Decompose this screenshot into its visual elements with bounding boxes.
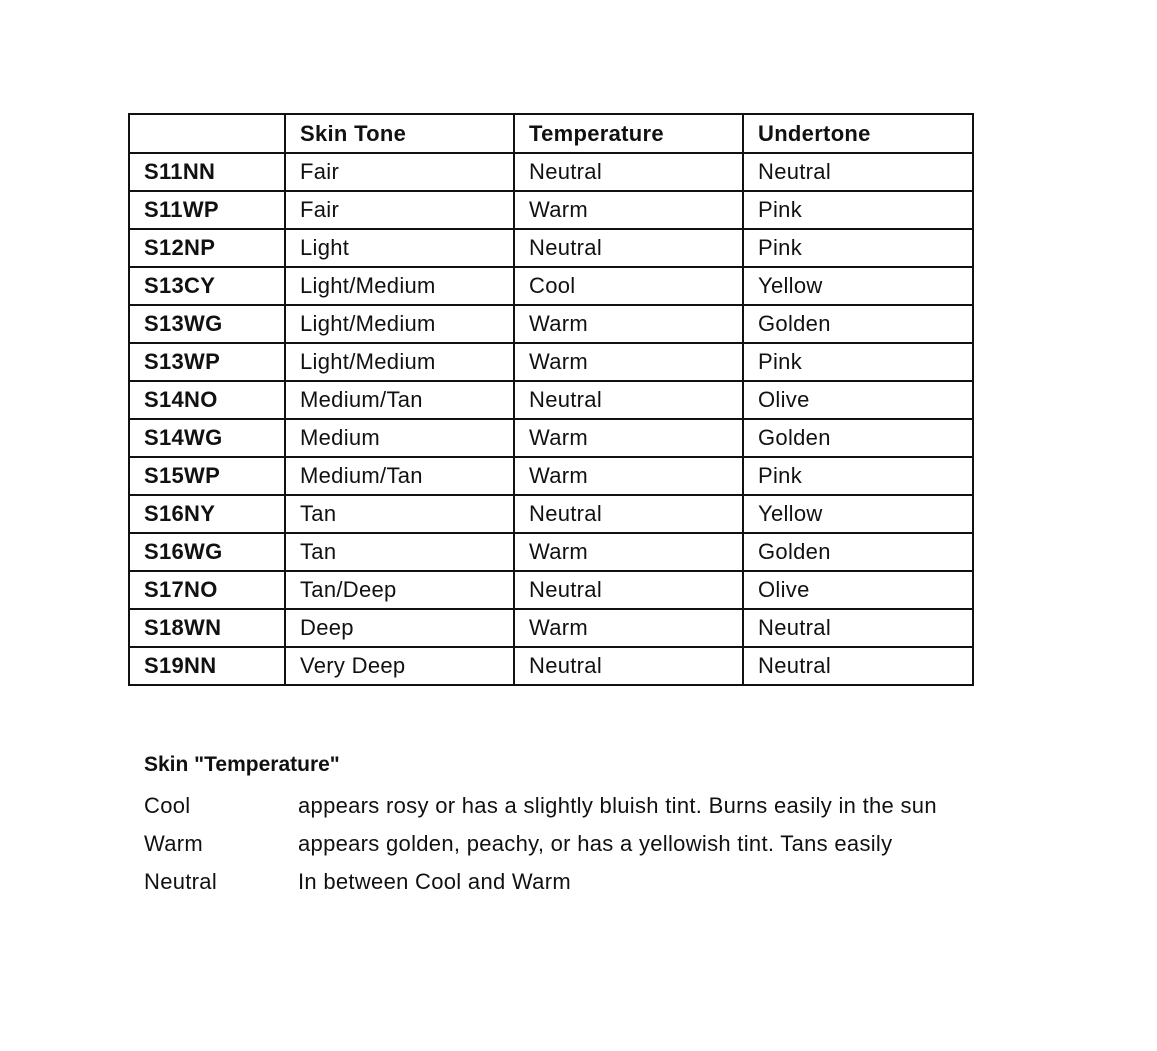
undertone: Golden (743, 533, 973, 571)
table-row (129, 609, 973, 647)
undertone: Olive (743, 381, 973, 419)
shade-code: S16NY (129, 495, 285, 533)
table-row (129, 571, 973, 609)
legend-row-neutral (144, 863, 1134, 901)
temperature: Neutral (514, 571, 743, 609)
undertone: Olive (743, 571, 973, 609)
table-row (129, 457, 973, 495)
undertone: Neutral (743, 609, 973, 647)
shade-code: S13WG (129, 305, 285, 343)
temperature: Warm (514, 609, 743, 647)
undertone: Pink (743, 343, 973, 381)
legend-row-cool (144, 787, 1134, 825)
undertone: Pink (743, 229, 973, 267)
temperature: Warm (514, 533, 743, 571)
temperature: Warm (514, 457, 743, 495)
legend-description: appears golden, peachy, or has a yellowish tint. Tans easily (298, 831, 893, 856)
table-row (129, 533, 973, 571)
header-temperature: Temperature (514, 114, 743, 153)
skin-tone: Medium (285, 419, 514, 457)
table-row (129, 305, 973, 343)
undertone: Pink (743, 191, 973, 229)
temperature: Neutral (514, 381, 743, 419)
shade-code: S11WP (129, 191, 285, 229)
skin-tone: Tan (285, 533, 514, 571)
skin-tone: Light/Medium (285, 343, 514, 381)
shade-code: S15WP (129, 457, 285, 495)
table-row (129, 267, 973, 305)
temperature: Warm (514, 419, 743, 457)
table-row (129, 419, 973, 457)
shade-code: S18WN (129, 609, 285, 647)
undertone: Pink (743, 457, 973, 495)
skin-tone: Light/Medium (285, 305, 514, 343)
shade-code: S14NO (129, 381, 285, 419)
temperature: Cool (514, 267, 743, 305)
temperature: Neutral (514, 495, 743, 533)
undertone: Golden (743, 305, 973, 343)
legend-row-warm (144, 825, 1134, 863)
temperature-legend (144, 752, 1134, 901)
shade-code: S19NN (129, 647, 285, 685)
table-row (129, 647, 973, 685)
temperature: Neutral (514, 153, 743, 191)
shade-table (128, 113, 974, 686)
temperature: Warm (514, 191, 743, 229)
table-row (129, 381, 973, 419)
skin-tone: Fair (285, 153, 514, 191)
skin-tone: Fair (285, 191, 514, 229)
shade-code: S12NP (129, 229, 285, 267)
shade-code: S13WP (129, 343, 285, 381)
shade-code: S14WG (129, 419, 285, 457)
table-row (129, 229, 973, 267)
temperature: Neutral (514, 229, 743, 267)
skin-tone: Light (285, 229, 514, 267)
header-undertone: Undertone (743, 114, 973, 153)
shade-code: S13CY (129, 267, 285, 305)
legend-term: Neutral (144, 869, 218, 894)
temperature: Warm (514, 343, 743, 381)
skin-tone: Tan/Deep (285, 571, 514, 609)
legend-term: Cool (144, 793, 191, 818)
header-shade-code (129, 114, 285, 153)
legend-description: appears rosy or has a slightly bluish tint. Burns easily in the sun (298, 793, 937, 818)
shade-code: S17NO (129, 571, 285, 609)
undertone: Yellow (743, 495, 973, 533)
undertone: Neutral (743, 153, 973, 191)
undertone: Neutral (743, 647, 973, 685)
legend-description: In between Cool and Warm (298, 869, 571, 894)
undertone: Golden (743, 419, 973, 457)
skin-tone: Light/Medium (285, 267, 514, 305)
shade-code: S16WG (129, 533, 285, 571)
shade-code: S11NN (129, 153, 285, 191)
table-row (129, 191, 973, 229)
skin-tone: Tan (285, 495, 514, 533)
table-row (129, 343, 973, 381)
table-header-row (129, 114, 973, 153)
undertone: Yellow (743, 267, 973, 305)
temperature: Neutral (514, 647, 743, 685)
table-row (129, 495, 973, 533)
header-skin-tone: Skin Tone (285, 114, 514, 153)
skin-tone: Medium/Tan (285, 381, 514, 419)
skin-tone: Medium/Tan (285, 457, 514, 495)
temperature: Warm (514, 305, 743, 343)
skin-tone: Deep (285, 609, 514, 647)
table-row (129, 153, 973, 191)
legend-term: Warm (144, 831, 204, 856)
skin-tone: Very Deep (285, 647, 514, 685)
legend-title: Skin "Temperature" (144, 753, 340, 776)
